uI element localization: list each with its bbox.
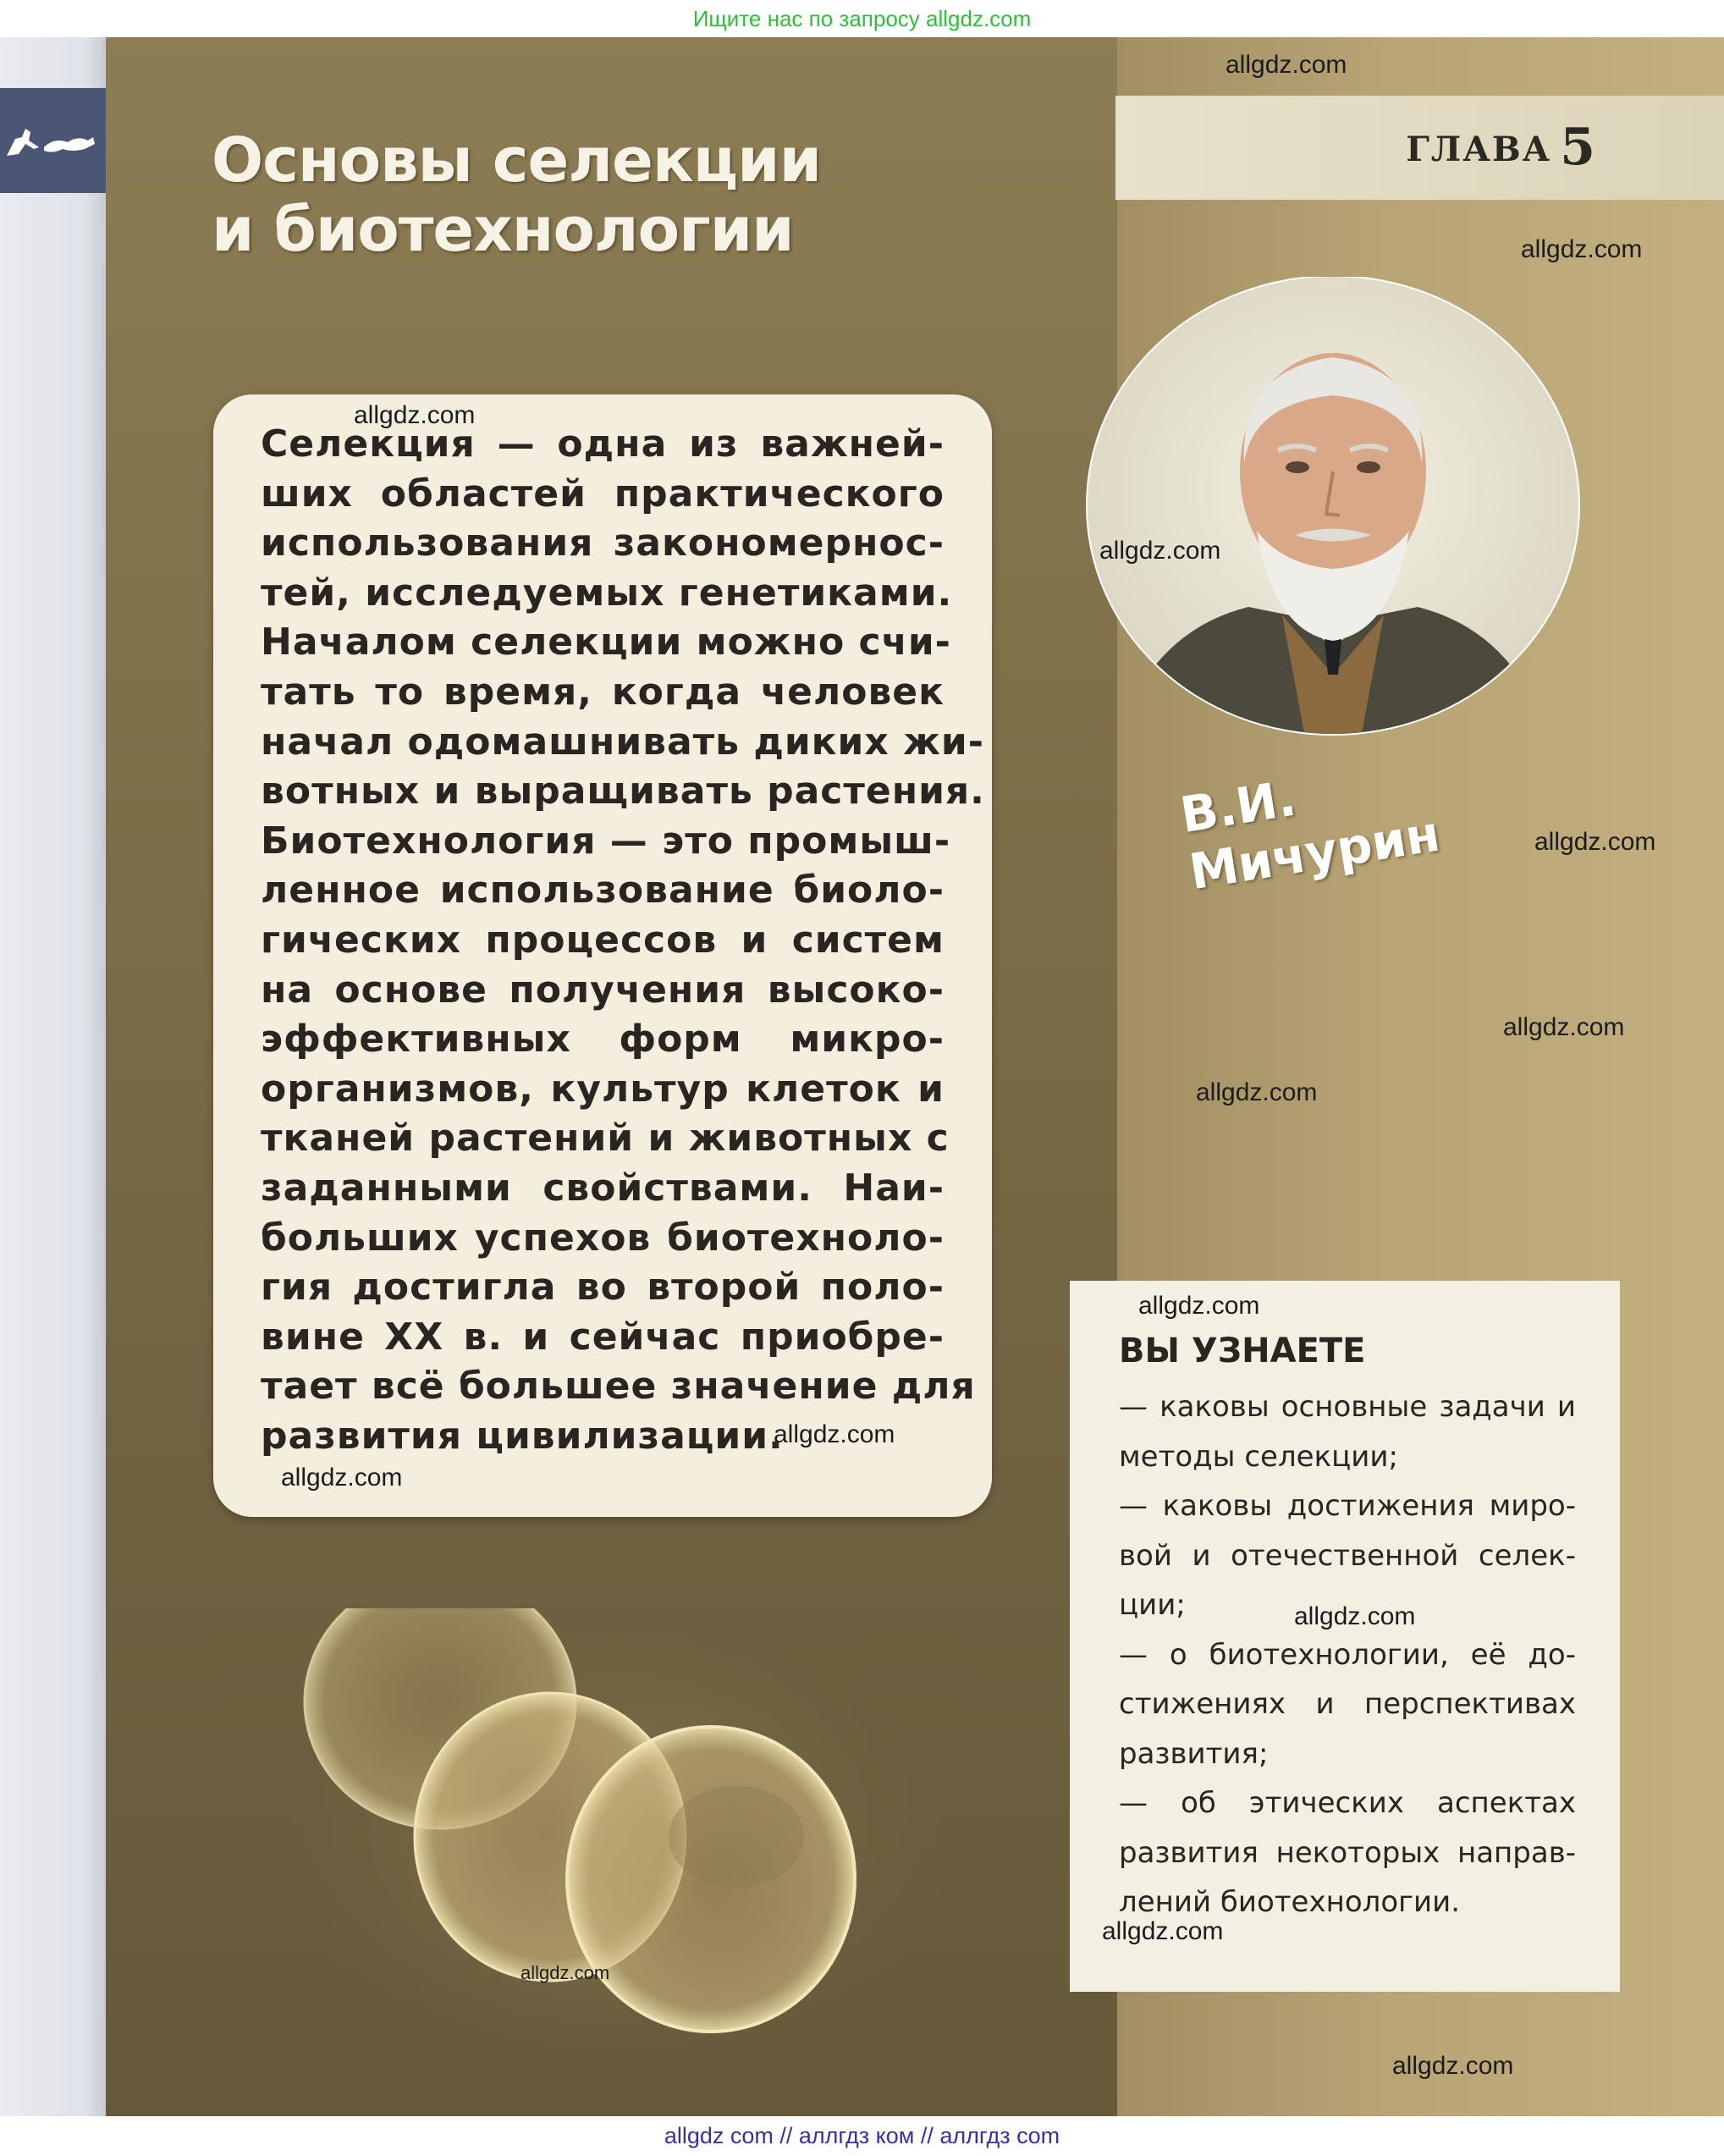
watermark: allgdz.com — [1102, 1917, 1224, 1945]
watermark: allgdz.com — [354, 401, 476, 429]
intro-line: вине XX в. и сейчас приобре- — [261, 1315, 945, 1359]
intro-line: больших успехов биотехноло- — [261, 1216, 945, 1260]
intro-line: начал одомашнивать диких жи- — [261, 720, 984, 764]
learn-line: — каковы основные задачи и — [1119, 1390, 1576, 1424]
watermark: allgdz.com — [1196, 1078, 1318, 1106]
intro-line: эффективных форм микро- — [261, 1017, 945, 1061]
intro-line: ленное использование биоло- — [261, 868, 945, 913]
intro-line: Биотехнология — это промыш- — [261, 819, 951, 863]
intro-line: тей, исследуемых генетиками. — [261, 571, 953, 615]
page-title — [212, 125, 973, 264]
bottom-banner[interactable]: allgdz com // аллгдз ком // аллгдз com — [664, 2123, 1060, 2148]
intro-line: тать то время, когда человек — [261, 670, 945, 714]
watermark: allgdz.com — [1521, 235, 1643, 263]
learn-line: — о биотехнологии, её до- — [1119, 1637, 1576, 1672]
chapter-strip — [1115, 96, 1724, 200]
intro-line: заданными свойствами. Наи- — [261, 1166, 945, 1210]
intro-card — [213, 394, 992, 1517]
watermark: allgdz.com — [1099, 537, 1221, 565]
chapter-number: 5 — [1560, 118, 1597, 177]
title-line-2: и биотехнологии — [212, 194, 794, 265]
learn-line: вой и отечественной селек- — [1119, 1538, 1576, 1573]
intro-line: Селекция — одна из важней- — [261, 422, 945, 466]
chapter-word: ГЛАВА — [1406, 130, 1552, 169]
watermark: allgdz.com — [521, 1962, 610, 1983]
watermark: allgdz.com — [1294, 1602, 1416, 1630]
cells-illustration — [279, 1608, 956, 2082]
intro-line: тканей растений и животных с — [261, 1117, 950, 1161]
left-margin — [0, 37, 106, 2116]
learn-line: методы селекции; — [1119, 1439, 1398, 1474]
learn-list — [1119, 1382, 1576, 1927]
portrait — [1079, 277, 1587, 751]
watermark: allgdz.com — [1534, 828, 1656, 856]
learn-title: ВЫ УЗНАЕТЕ — [1119, 1332, 1366, 1370]
intro-line: вотных и выращивать растения. — [261, 769, 985, 813]
learn-line: развития; — [1119, 1736, 1269, 1771]
learn-line: — об этических аспектах — [1119, 1786, 1576, 1820]
learn-line: лений биотехнологии. — [1119, 1885, 1461, 1919]
top-banner[interactable]: Ищите нас по запросу allgdz.com — [692, 6, 1032, 31]
title-line-1: Основы селекции — [212, 124, 822, 196]
intro-line: организмов, культур клеток и — [261, 1067, 945, 1111]
watermark: allgdz.com — [1226, 51, 1347, 79]
intro-line: на основе получения высоко- — [261, 968, 945, 1012]
portrait-caption: В.И. Мичурин — [1176, 769, 1444, 902]
intro-line: развития цивилизации. — [261, 1414, 784, 1458]
chapter-side-tab — [0, 88, 108, 193]
intro-line: гия достигла во второй поло- — [261, 1265, 945, 1310]
learn-line: стижениях и перспективах — [1119, 1687, 1576, 1721]
michurin-portrait-image — [1079, 277, 1587, 751]
intro-line: использования закономернос- — [261, 521, 945, 565]
intro-text — [261, 420, 985, 1461]
learn-line: — каковы достижения миро- — [1119, 1489, 1576, 1523]
watermark: allgdz.com — [774, 1420, 895, 1448]
animals-icon — [0, 88, 108, 193]
watermark: allgdz.com — [1392, 2052, 1514, 2080]
intro-line: ших областей практического — [261, 471, 945, 516]
learn-box — [1070, 1281, 1620, 1992]
learn-line: ции; — [1119, 1588, 1186, 1622]
watermark: allgdz.com — [1138, 1292, 1260, 1320]
watermark: allgdz.com — [281, 1464, 403, 1492]
intro-line: Началом селекции можно счи- — [261, 620, 951, 664]
watermark: allgdz.com — [1503, 1013, 1625, 1041]
intro-line: тает всё большее значение для — [261, 1365, 976, 1409]
chapter-label — [1406, 96, 1597, 200]
intro-line: гических процессов и систем — [261, 918, 945, 962]
cells-image — [279, 1608, 956, 2082]
learn-line: развития некоторых направ- — [1119, 1835, 1576, 1870]
